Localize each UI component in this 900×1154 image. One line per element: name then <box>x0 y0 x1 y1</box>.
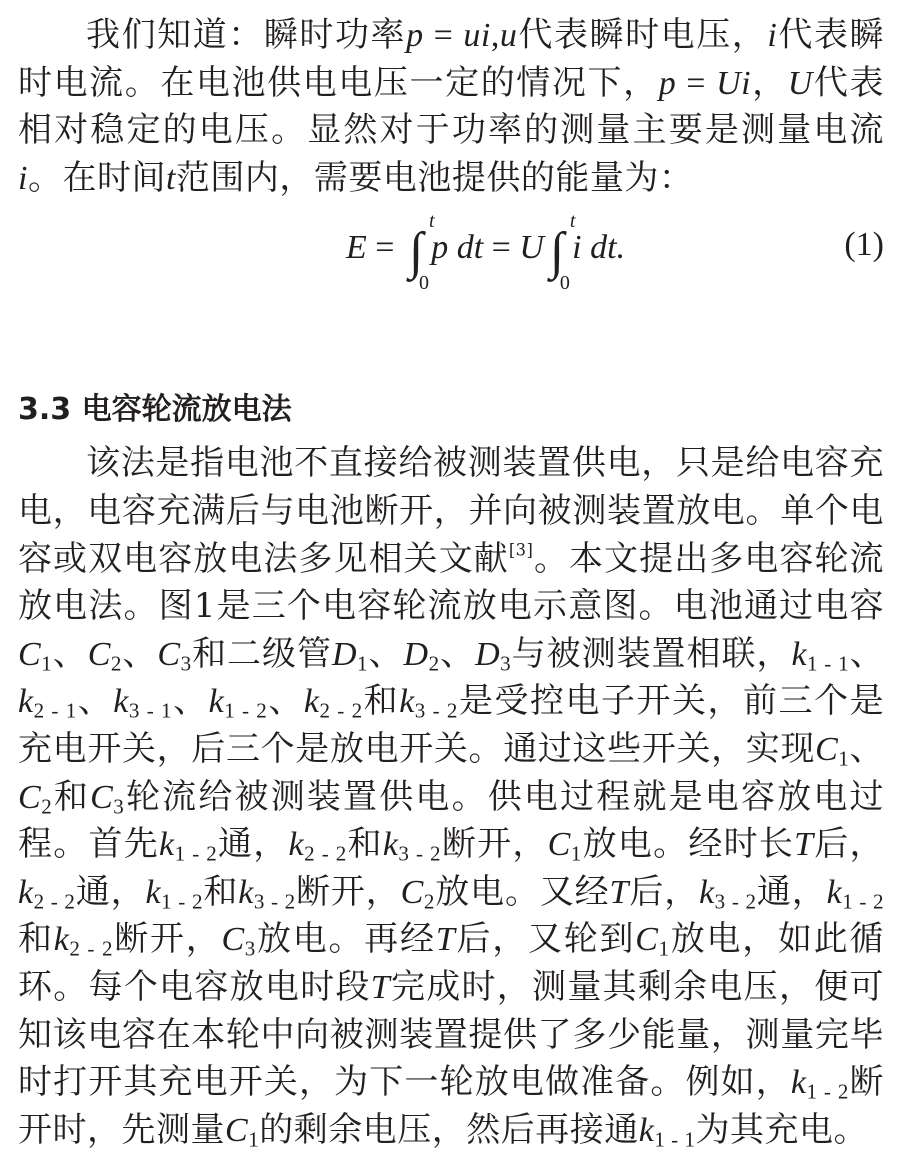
text: 和 <box>362 681 400 722</box>
math-var: p <box>406 17 424 54</box>
text: 和 <box>18 919 54 960</box>
text: 通， <box>756 871 827 912</box>
math-var: C <box>225 1111 249 1149</box>
subscript: 1 - 2 <box>161 888 203 913</box>
math-var: k <box>791 635 808 673</box>
text: 、 <box>76 681 114 722</box>
math-var: k <box>18 683 34 721</box>
math-var: k <box>826 873 843 911</box>
text: 和 <box>203 871 239 912</box>
text: 放电。经时长 <box>581 824 795 865</box>
math-var: C <box>87 635 111 673</box>
text: 是受控电子开关，前三个是充电开关，后三个是放电开关。通过这些开关，实现 <box>18 681 885 769</box>
math-op: = <box>676 64 717 102</box>
subscript: 2 - 1 <box>33 698 77 723</box>
math-var: Ui <box>716 64 752 102</box>
text: 、 <box>849 728 885 769</box>
math-var: k <box>638 1111 655 1149</box>
subscript: 1 <box>570 841 582 866</box>
subscript: 1 - 2 <box>842 888 885 913</box>
math-var: k <box>238 873 254 911</box>
equation-number: (1) <box>844 226 884 264</box>
math-var: D <box>331 635 358 673</box>
math-var: p <box>658 64 677 102</box>
integrand: i dt. <box>572 229 626 267</box>
integral-upper-limit: t <box>569 210 576 233</box>
text: 、 <box>368 633 404 674</box>
subscript: 1 - 1 <box>807 651 850 676</box>
math-var: k <box>303 683 320 721</box>
section-heading: 3.3 电容轮流放电法 <box>18 392 292 428</box>
math-var: k <box>699 873 715 911</box>
math-var: C <box>90 778 114 816</box>
text: 代表瞬时电压， <box>517 15 768 55</box>
subscript: 1 - 2 <box>174 841 218 866</box>
subscript: 2 - 2 <box>319 698 363 723</box>
text: 与被测装置相联， <box>511 633 792 674</box>
math-var: T <box>794 826 814 864</box>
integral-sign-icon: ∫ t 0 <box>549 210 576 295</box>
subscript: 3 <box>500 651 512 676</box>
math-op: = <box>423 17 464 54</box>
text: 我们知道：瞬时功率 <box>86 15 407 55</box>
math-var: C <box>547 826 571 864</box>
integral-lower-limit: 0 <box>418 272 429 295</box>
text: 放电。又经 <box>434 871 610 912</box>
text: 和 <box>346 824 383 865</box>
text: 、 <box>267 681 304 722</box>
math-var: k <box>399 683 415 721</box>
subscript: 1 <box>41 651 53 676</box>
text: 。在时间 <box>27 157 166 198</box>
text: 放电。再经 <box>255 919 436 960</box>
text: 断开， <box>441 824 548 865</box>
text: 轮流给被测装置供电。供电过程就是电容放电过程。首先 <box>18 776 885 865</box>
text: 代表相对稳定的电压。显然对于功率的测量主要是测量电流 <box>18 62 884 151</box>
subscript: 1 <box>658 936 670 961</box>
text: ， <box>751 62 788 103</box>
subscript: 3 <box>113 793 125 818</box>
text: 后，又轮到 <box>455 919 636 960</box>
equation-body <box>346 210 626 295</box>
text: 。本文提出多电容轮流放电法。图1是三个电容轮流放电示意图。电池通过电容 <box>18 538 885 627</box>
subscript: 2 <box>41 793 53 818</box>
text: 断开， <box>295 871 401 912</box>
text: 通， <box>217 824 289 865</box>
math-var: U <box>787 64 813 102</box>
subscript: 2 - 2 <box>33 888 76 913</box>
math-var: D <box>475 635 501 673</box>
subscript: 3 <box>180 651 192 676</box>
math-var: i <box>767 17 778 54</box>
eq-equals: = <box>366 229 403 267</box>
math-var: C <box>635 921 659 959</box>
math-var: C <box>400 873 424 911</box>
math-var: t <box>165 159 176 197</box>
subscript: 3 - 2 <box>414 698 458 723</box>
math-var: k <box>208 683 225 721</box>
integral-upper-limit: t <box>428 210 435 233</box>
subscript: 3 - 2 <box>714 888 757 913</box>
text: 、 <box>439 633 476 674</box>
subscript: 1 - 2 <box>806 1079 849 1104</box>
math-var: C <box>221 921 245 959</box>
subscript: 3 <box>244 936 256 961</box>
subscript: 2 - 2 <box>304 841 347 866</box>
subscript: 1 - 2 <box>224 698 268 723</box>
subscript: 1 <box>248 1126 260 1151</box>
equation-1 <box>18 204 884 304</box>
text: 、 <box>849 633 885 674</box>
math-var: k <box>18 873 34 911</box>
math-var: k <box>53 921 70 959</box>
subscript: 1 <box>838 746 850 771</box>
subscript: 2 <box>110 651 122 676</box>
math-var: C <box>157 635 181 673</box>
text: 、 <box>52 633 88 674</box>
subscript: 3 - 2 <box>398 841 442 866</box>
text: 断开时，先测量 <box>18 1062 885 1150</box>
subscript: 2 - 2 <box>69 936 114 961</box>
text: 后， <box>628 871 700 912</box>
text: 断开， <box>113 919 222 960</box>
text: 通， <box>75 871 146 912</box>
text: 放电，如此循环。每个电容放电时段 <box>18 919 885 1007</box>
text: 和二级管 <box>191 633 332 674</box>
eq-lhs: E <box>346 229 367 267</box>
subscript: 3 - 2 <box>253 888 296 913</box>
math-var: k <box>288 826 305 864</box>
math-var: C <box>815 730 839 768</box>
text: 完成时，测量其剩余电压，便可知该电容在本轮中向被测装置提供了多少能量，测量完毕时打开其充电开关，为下一轮放电做准备。例如， <box>18 966 885 1103</box>
math-var: k <box>382 826 399 864</box>
text: 为其充电。 <box>695 1109 868 1150</box>
math-var: k <box>145 873 162 911</box>
text: 、 <box>172 681 209 722</box>
math-var: ui <box>463 17 491 54</box>
eq-equals: = <box>483 229 520 267</box>
integral-sign-icon: ∫ t 0 <box>408 210 435 295</box>
math-var: C <box>18 635 42 673</box>
math-var: T <box>435 921 456 959</box>
subscript: 2 <box>428 651 440 676</box>
subscript: 1 - 1 <box>654 1126 696 1151</box>
subscript: 3 - 1 <box>128 698 173 723</box>
text: 和 <box>52 776 91 817</box>
math-var: k <box>159 826 175 864</box>
subscript: 1 <box>357 651 369 676</box>
math-var: k <box>790 1064 807 1102</box>
text: 该法是指电池不直接给被测装置供电，只是给电容充电，电容充满后与电池断开，并向被测装置放电。单个电容或双电容放电法多见相关文献 <box>18 443 884 579</box>
integrand: p dt <box>431 229 484 267</box>
subscript: 2 <box>423 888 435 913</box>
text: 、 <box>121 633 158 674</box>
integral-lower-limit: 0 <box>559 272 570 295</box>
text: 的剩余电压，然后再接通 <box>259 1109 639 1150</box>
text: 后， <box>813 824 885 865</box>
math-var: u <box>499 17 518 54</box>
citation-ref: [3] <box>508 539 534 559</box>
math-var: T <box>370 968 391 1006</box>
math-var: C <box>18 778 42 816</box>
paragraph-power-definition <box>18 12 884 202</box>
math-var: D <box>403 635 429 673</box>
eq-factor: U <box>519 229 544 267</box>
math-var: i <box>18 159 28 197</box>
text: , <box>490 17 500 54</box>
math-var: T <box>609 873 629 911</box>
math-var: k <box>113 683 129 721</box>
paper-page <box>18 12 884 1154</box>
text: 代表瞬时电流。在电池供电电压一定的情况下， <box>18 15 885 103</box>
paragraph-capacitor-method <box>18 440 884 1154</box>
text: 范围内，需要电池提供的能量为： <box>175 157 694 198</box>
